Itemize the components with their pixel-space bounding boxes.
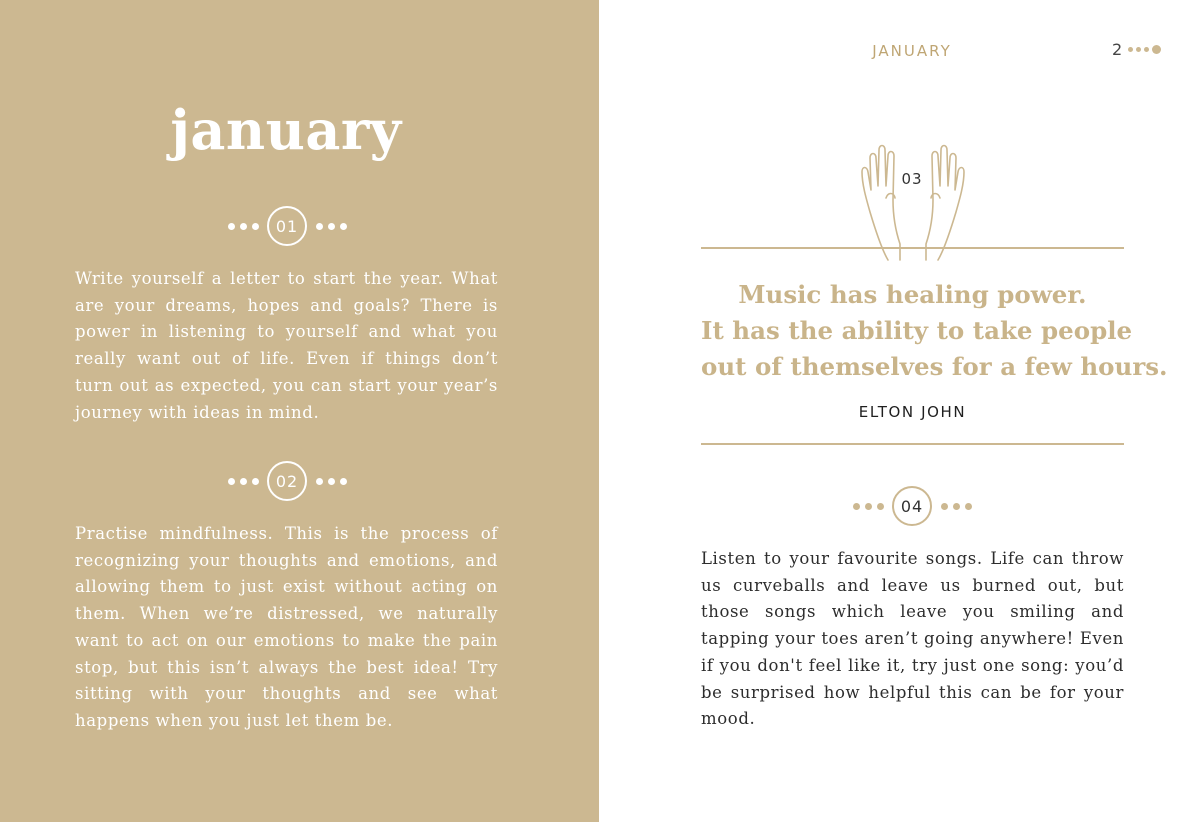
entry-marker-02 [177,460,397,502]
marker-dot [228,223,235,230]
page-number [1112,40,1164,59]
quote-line: Music has healing power. [738,280,1087,309]
entry-marker-04 [802,485,1022,527]
marker-dot [877,503,884,510]
quote-text [701,277,1168,385]
marker-dot [240,478,247,485]
marker-dot [328,223,335,230]
marker-dot [252,223,259,230]
entry-number: 04 [892,486,932,526]
marker-dot [953,503,960,510]
quote-rule-top [701,247,1124,249]
entry-text-01: Write yourself a letter to start the year. What are your dreams, hopes and goals? There is power in listening to yourself and what you really want out of life. Even if things don’t turn out as expected, you can start your year’s journey with ideas in mind. [75,269,498,422]
month-title: january [170,98,402,162]
entry-number: 01 [267,206,307,246]
page-dot [1136,47,1141,52]
marker-dot [340,223,347,230]
marker-dot [865,503,872,510]
marker-dot [316,478,323,485]
entry-text-02: Practise mindfulness. This is the process of recognizing your thoughts and emotions, and allowing them to just exist without acting on them. When we’re distressed, we naturally want to act on our emotions to make the pain stop, but this isn’t always the best idea! Try sitting with your thoughts and see what happens when you just let them be. [75,524,498,730]
marker-dot [316,223,323,230]
page-dot [1152,45,1161,54]
left-page [0,0,599,822]
page-number-value: 2 [1112,40,1123,59]
marker-dot [340,478,347,485]
marker-dot [853,503,860,510]
marker-dot [941,503,948,510]
quote-rule-bottom [701,443,1124,445]
entry-marker-01 [177,205,397,247]
quote-line: It has the ability to take people [701,316,1133,345]
quote-number: 03 [901,170,923,188]
page-dot [1144,47,1149,52]
running-head: JANUARY [872,42,952,60]
page-dot [1128,47,1133,52]
marker-dot [328,478,335,485]
entry-number: 02 [267,461,307,501]
quote-line: out of themselves for a few hours. [701,352,1168,381]
marker-dot [228,478,235,485]
marker-dot [965,503,972,510]
entry-text-04: Listen to your favourite songs. Life can throw us curveballs and leave us burned out, but those songs which leave you smiling and tapping your toes aren’t going anywhere! Even if you don't feel like it, try just one song: you’d be surprised how helpful this can be for your mood. [701,549,1124,729]
quote-author: ELTON JOHN [858,403,967,421]
marker-dot [240,223,247,230]
marker-dot [252,478,259,485]
